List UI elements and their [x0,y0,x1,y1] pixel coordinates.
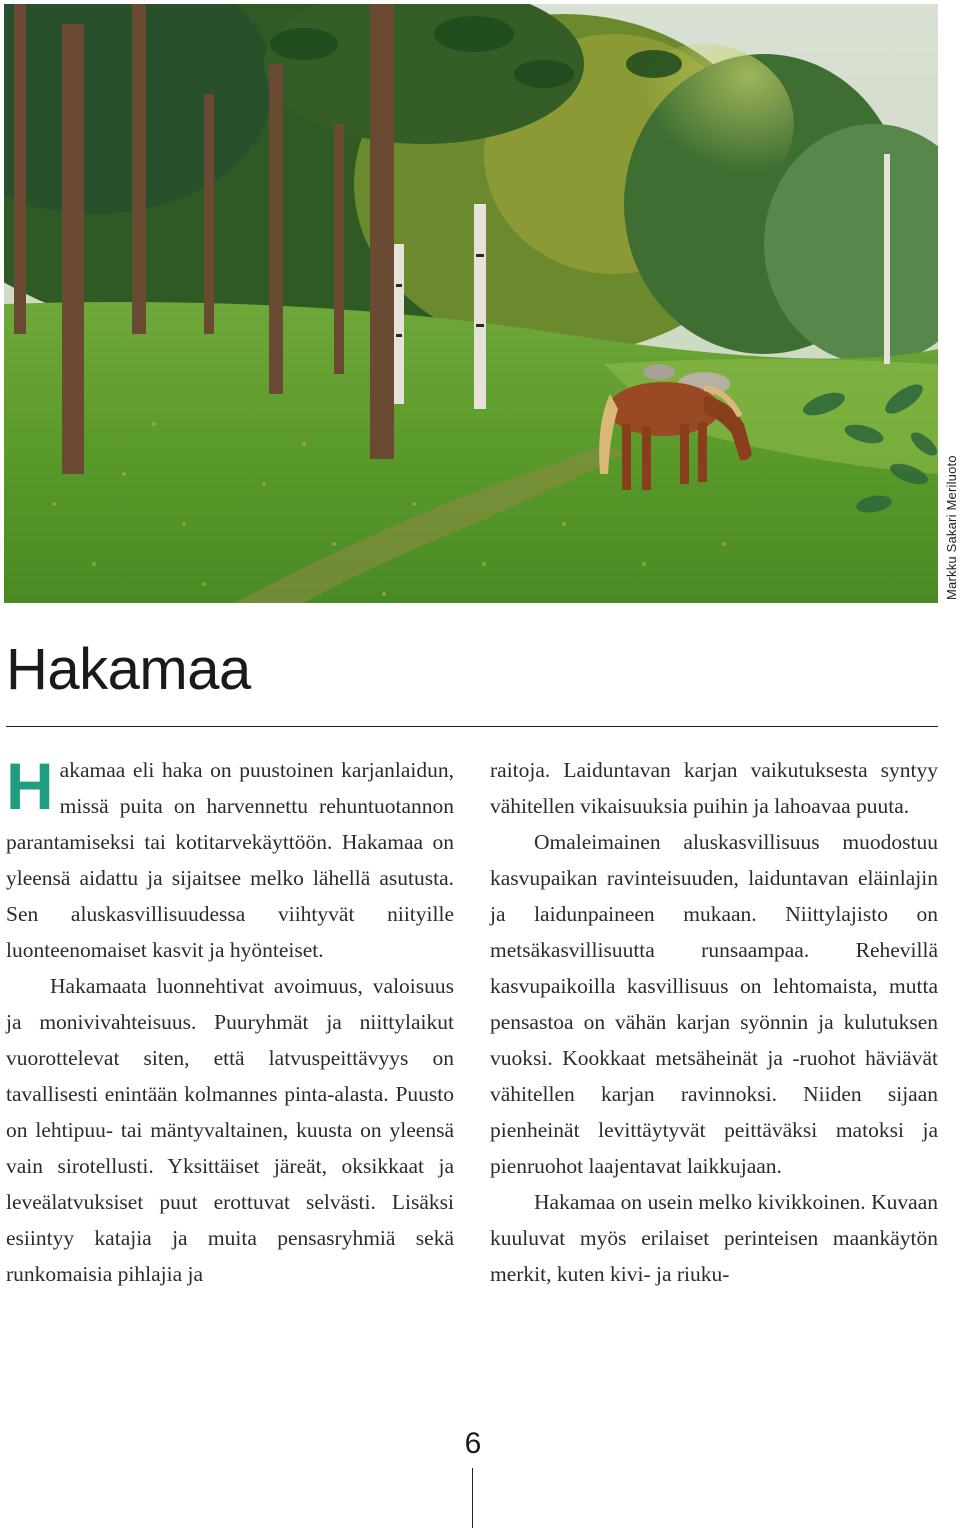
pasture-illustration [4,4,938,603]
hero-photo [4,4,938,603]
text-column-right [490,752,938,1292]
page-number: 6 [464,1427,482,1460]
paragraph-text: akamaa eli haka on puustoinen karjanlaidun, missä puita on harvennettu rehuntuotannon parantamiseksi tai kotitarvekäyttöön. Hakamaa on yleensä aidattu ja sijaitsee melko lähellä asutusta. Sen aluskasvillisuudessa viihtyvät niityille luonteenomaiset kasvit ja hyönteiset. [6,758,454,962]
text-column-left [6,749,454,1292]
page-number-rule [472,1468,473,1528]
paragraph [6,749,454,968]
title-divider [6,726,938,727]
paragraph: Hakamaa on usein melko kivikkoinen. Kuvaan kuuluvat myös erilaiset perinteisen maankäytön merkit, kuten kivi- ja riuku- [490,1190,938,1286]
paragraph: Hakamaata luonnehtivat avoimuus, valoisuus ja monivivahteisuus. Puuryhmät ja niittylaikut vuorottelevat siten, että latvuspeittävyys on tavallisesti enintään kolmannes pinta-alasta. Puusto on lehtipuu- tai mäntyvaltainen, kuusta on yleensä vain sirotellusti. Yksittäiset järeät, oksikkaat ja leveälatvuksiset puut erottuvat selvästi. Lisäksi esiintyy katajia ja muita pensasryhmiä sekä runkomaisia pihlajia ja [6,974,454,1286]
paragraph: raitoja. Laiduntavan karjan vaikutuksesta syntyy vähitellen vikaisuuksia puihin ja lahoavaa puuta. [490,758,938,818]
page-title: Hakamaa [6,637,251,702]
paragraph: Omaleimainen aluskasvillisuus muodostuu kasvupaikan ravinteisuuden, laiduntavan eläinlajin ja laidunpaineen mukaan. Niittylajisto on metsäkasvillisuutta runsaampaa. Rehevillä kasvupaikoilla kasvillisuus on lehtomaista, mutta pensastoa on vähän karjan syönnin ja kulutuksen vuoksi. Kookkaat metsäheinät ja -ruohot häviävät vähitellen karjan ravinnoksi. Niiden sijaan pienheinät levittäytyvät peittäväksi matoksi ja pienruohot laajentavat laikkujaan. [490,830,938,1178]
photo-credit: Markku Sakari Meriluoto [944,455,959,600]
dropcap: H [6,749,54,823]
